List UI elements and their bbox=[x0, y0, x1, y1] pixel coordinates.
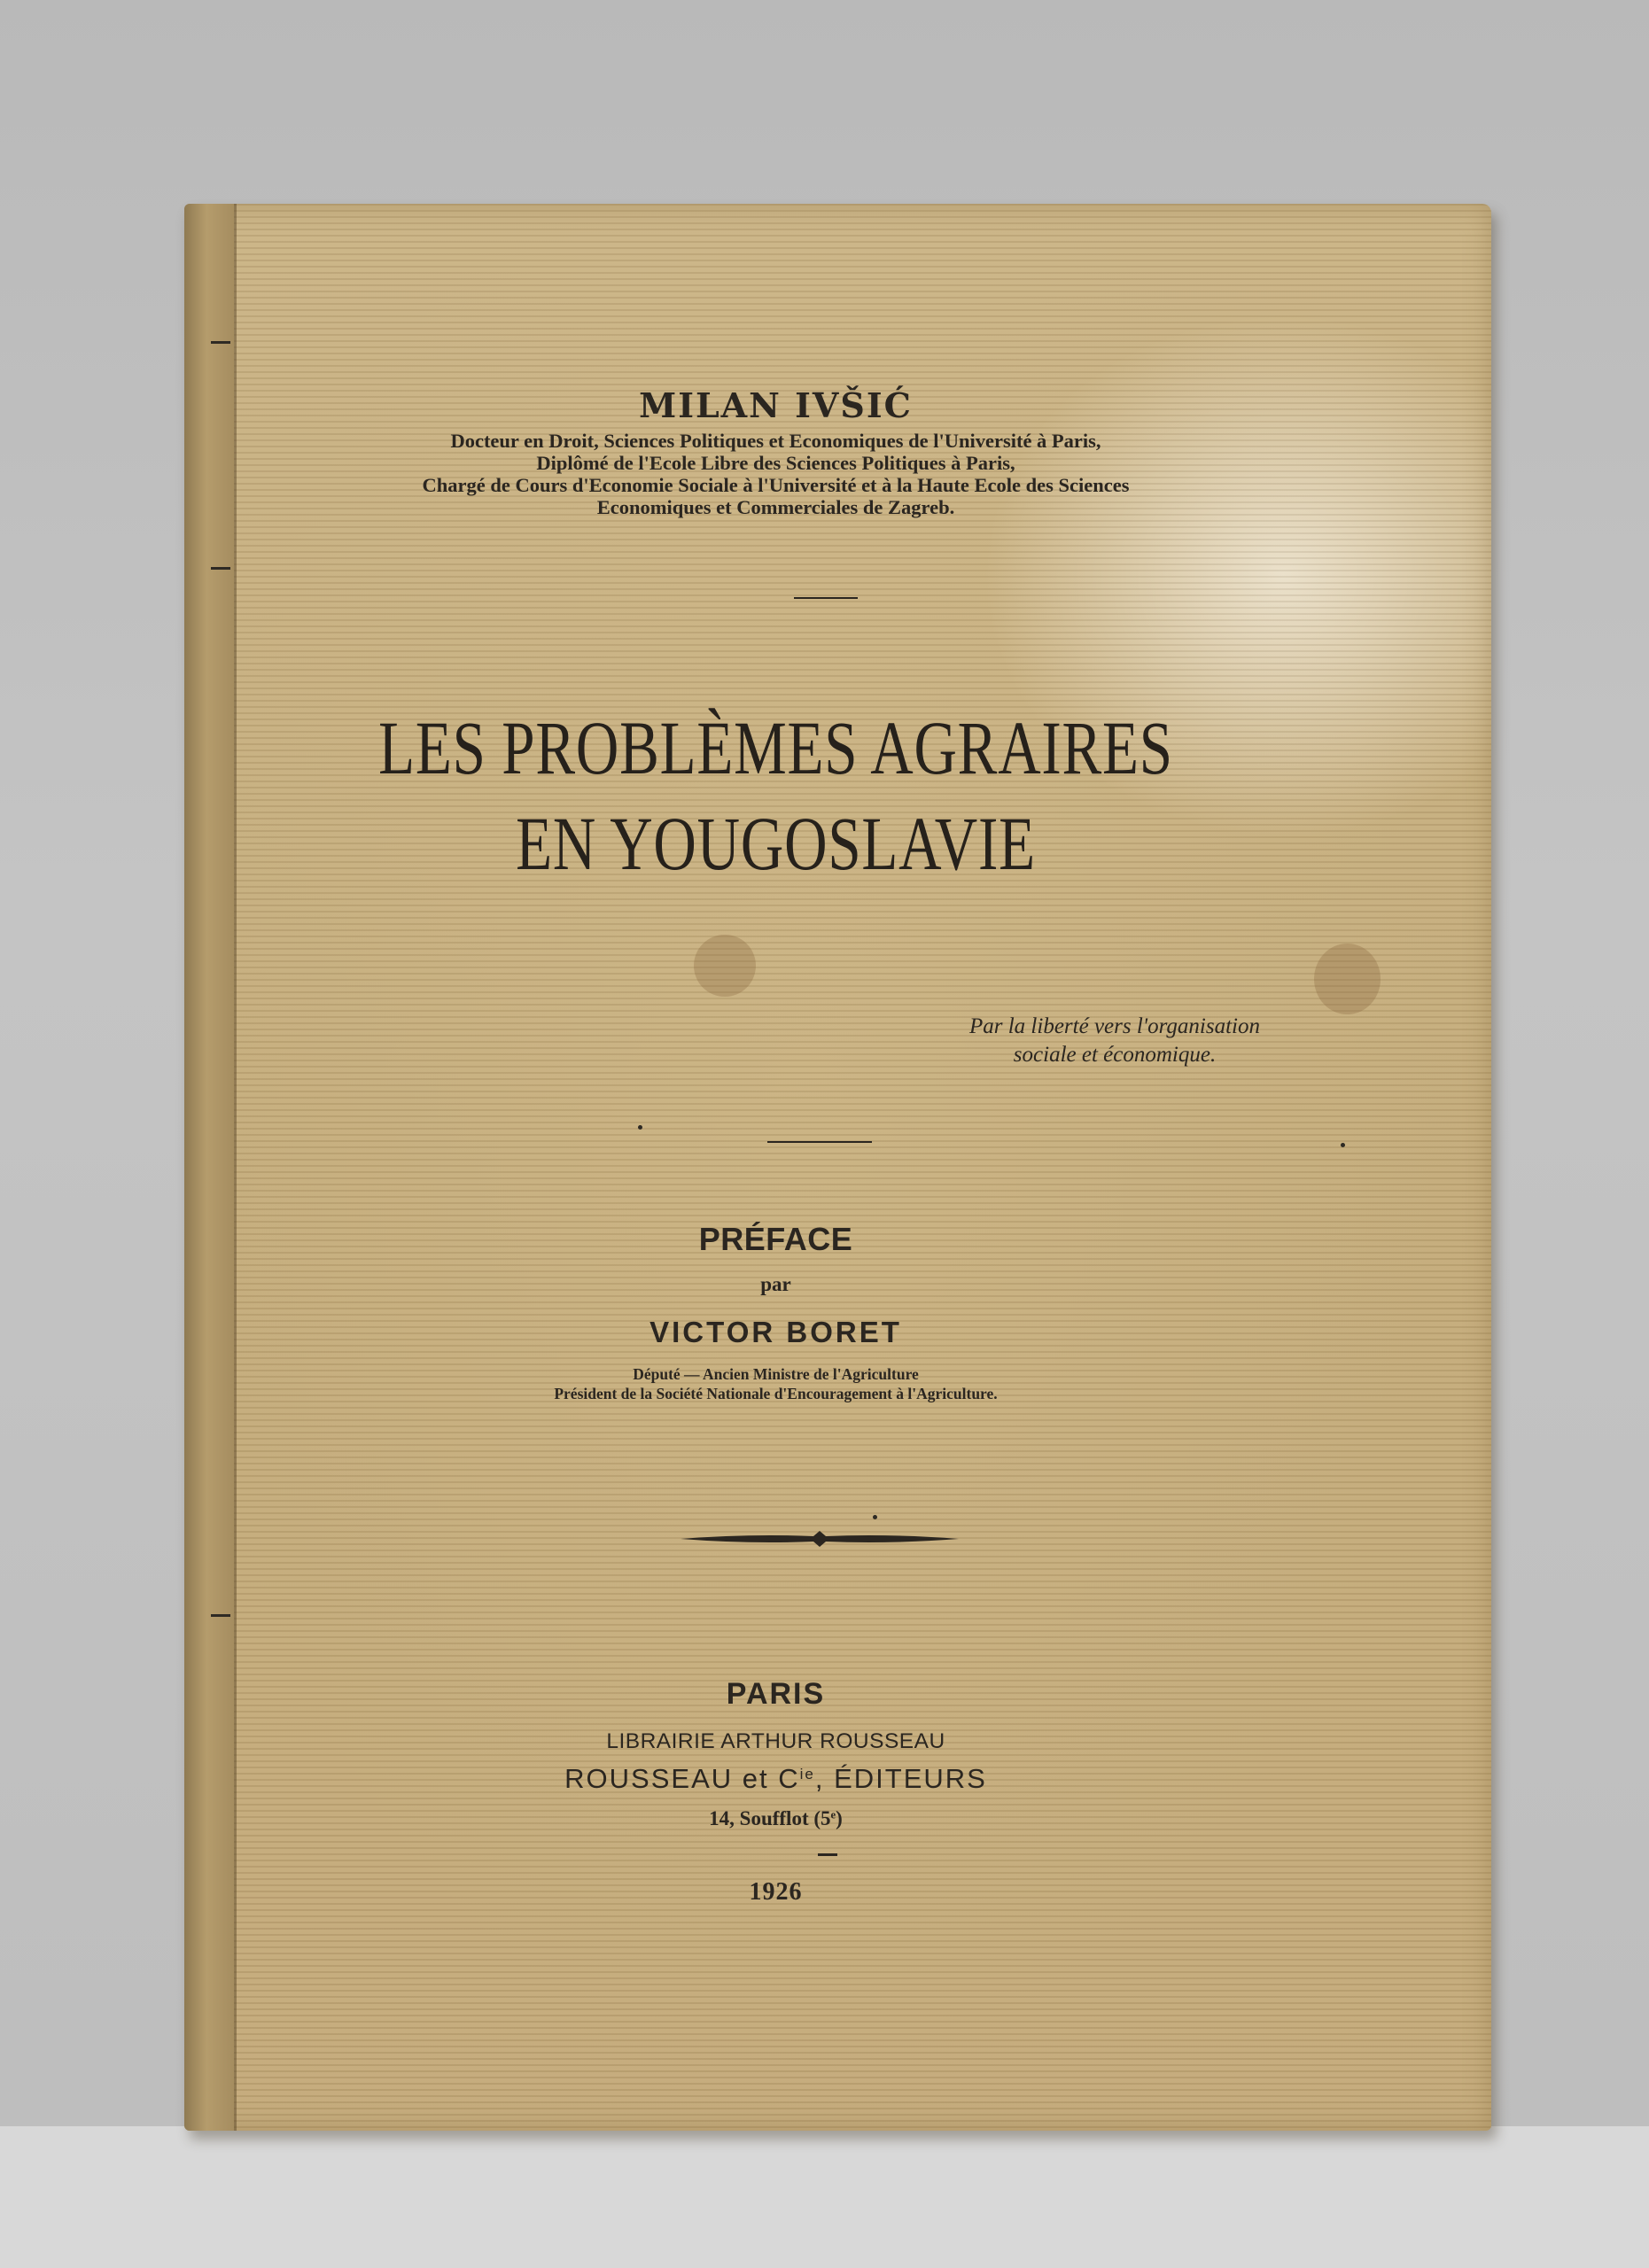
address-sup: e bbox=[830, 1808, 836, 1821]
short-dash bbox=[818, 1853, 837, 1856]
preface-label: PRÉFACE bbox=[698, 1221, 853, 1257]
publication-city: PARIS bbox=[726, 1677, 826, 1711]
paper-speck bbox=[638, 1125, 642, 1130]
book-title bbox=[266, 700, 1286, 891]
author-name: MILAN IVŠIĆ bbox=[639, 385, 913, 425]
publisher-name-sup: ie bbox=[799, 1765, 815, 1783]
credential-line: Docteur en Droit, Sciences Politiques et Economiques de l'Université à Paris, bbox=[450, 430, 1101, 452]
publisher-name bbox=[122, 1763, 1429, 1795]
address-part: 14, Soufflot (5 bbox=[709, 1807, 831, 1829]
address-part: ) bbox=[836, 1807, 843, 1829]
publisher-name-part: ROUSSEAU et C bbox=[564, 1763, 800, 1794]
preface-author-credentials bbox=[122, 1364, 1429, 1403]
paper-stain bbox=[694, 935, 756, 997]
publisher-bookshop: LIBRAIRIE ARTHUR ROUSSEAU bbox=[606, 1729, 945, 1753]
credential-line: Diplômé de l'Ecole Libre des Sciences Politiques à Paris, bbox=[536, 452, 1015, 474]
paper-speck bbox=[873, 1515, 877, 1519]
author-credentials bbox=[122, 430, 1429, 518]
spine-mark bbox=[211, 567, 230, 570]
publisher-name-part: , ÉDITEURS bbox=[814, 1763, 987, 1794]
divider-rule bbox=[794, 597, 858, 599]
par-label: par bbox=[760, 1273, 791, 1295]
title-line: LES PROBLÈMES AGRAIRES bbox=[378, 705, 1173, 790]
preface-credential-line: Président de la Société Nationale d'Encouragement à l'Agriculture. bbox=[554, 1385, 998, 1402]
book-cover bbox=[184, 204, 1491, 2131]
scan-background bbox=[0, 2126, 1649, 2268]
credential-line: Chargé de Cours d'Economie Sociale à l'Université et à la Haute Ecole des Sciences bbox=[422, 474, 1130, 496]
spine-mark bbox=[211, 341, 230, 344]
spine-mark bbox=[211, 1614, 230, 1617]
epigraph-line: Par la liberté vers l'organisation bbox=[968, 1014, 1260, 1038]
divider-rule bbox=[767, 1141, 872, 1143]
epigraph-line: sociale et économique. bbox=[1013, 1043, 1217, 1067]
credential-line: Economiques et Commerciales de Zagreb. bbox=[596, 496, 955, 518]
publisher-address bbox=[122, 1807, 1429, 1830]
paper-speck bbox=[1341, 1143, 1345, 1147]
publication-year: 1926 bbox=[749, 1878, 803, 1906]
preface-credential-line: Député — Ancien Ministre de l'Agriculture bbox=[633, 1365, 919, 1383]
preface-author: VICTOR BORET bbox=[649, 1316, 902, 1348]
paper-stain bbox=[1314, 944, 1381, 1014]
epigraph bbox=[805, 1013, 1425, 1069]
ornament-rule bbox=[681, 1528, 959, 1550]
title-line: EN YOUGOSLAVIE bbox=[516, 801, 1036, 886]
